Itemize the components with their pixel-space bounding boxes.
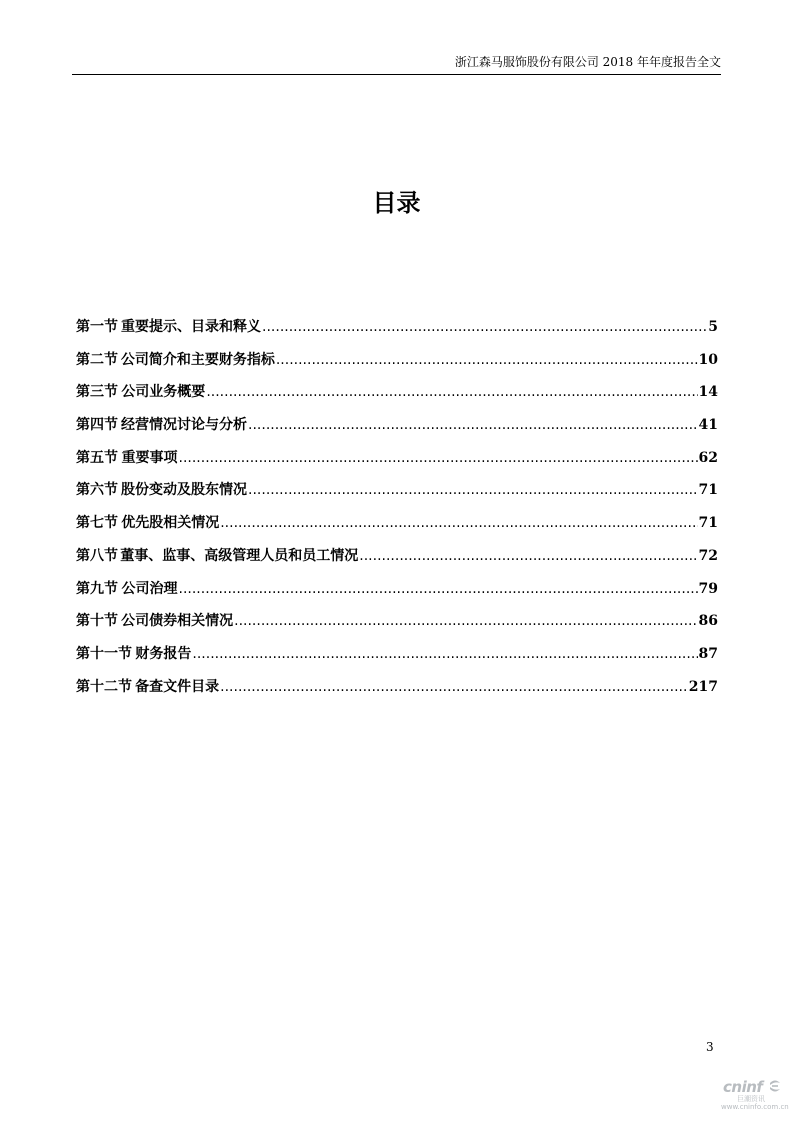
toc-entry-9[interactable] [76,578,718,611]
toc-dot-leader [262,319,707,335]
toc-section-number: 第三节 [76,384,118,401]
toc-dot-leader [206,384,697,400]
toc-dot-leader [192,646,697,662]
toc-section-name: 公司债券相关情况 [121,613,234,630]
toc-section-name: 重要提示、目录和释义 [121,319,262,335]
toc-section-number: 第二节 [76,351,118,368]
toc-page-number: 71 [698,515,718,532]
cninfo-logo-icon [767,1079,783,1093]
toc-section-number: 第五节 [76,449,118,466]
toc-entry-8[interactable] [76,545,718,578]
toc-entry-5[interactable] [76,447,718,480]
toc-dot-leader [234,613,697,629]
toc-section-name: 财务报告 [135,645,192,662]
toc-dot-leader [248,417,697,433]
toc-dot-leader [359,548,697,564]
toc-page-number: 14 [698,384,718,401]
toc-section-number: 第四节 [76,417,118,434]
toc-section-name: 公司简介和主要财务指标 [120,351,275,368]
toc-entry-11[interactable] [76,643,718,676]
toc-section-number: 第八节 [76,547,118,564]
page-number: 3 [706,1040,714,1054]
toc-page-number: 62 [698,449,718,466]
toc-page-number: 5 [708,319,718,335]
toc-page-number: 87 [698,645,718,662]
toc-dot-leader [248,482,697,498]
toc-page-number: 86 [698,613,718,630]
toc-entry-12[interactable] [76,676,718,709]
toc-section-number: 第十一节 [76,645,132,662]
toc-entry-4[interactable] [76,414,718,447]
toc-section-name: 备查文件目录 [135,678,220,695]
toc-entry-3[interactable] [76,381,718,414]
cninfo-url: www.cninfo.com.cn [721,1103,789,1111]
toc-section-name: 董事、监事、高级管理人员和员工情况 [120,547,359,564]
toc-page-number: 72 [698,547,718,564]
table-of-contents [76,316,718,708]
toc-page-number: 10 [698,351,718,368]
toc-dot-leader [179,581,698,597]
toc-section-number: 第十二节 [76,678,132,695]
toc-dot-leader [220,679,688,695]
toc-page-number: 217 [688,678,718,695]
cninfo-watermark [717,1078,789,1114]
toc-dot-leader [179,450,698,466]
toc-entry-10[interactable] [76,610,718,643]
toc-entry-7[interactable] [76,512,718,545]
toc-entry-1[interactable] [76,316,718,349]
running-header-text: 浙江森马服饰股份有限公司 2018 年年度报告全文 [454,55,721,69]
toc-title: 目录 [372,189,421,217]
toc-entry-6[interactable] [76,479,718,512]
toc-section-number: 第一节 [76,319,118,335]
toc-page-number: 71 [698,482,718,499]
toc-section-name: 经营情况讨论与分析 [121,417,248,434]
toc-section-name: 优先股相关情况 [121,515,220,532]
cninfo-brand-text: cninf [723,1078,763,1096]
toc-entry-2[interactable] [76,349,718,382]
toc-page-number: 79 [698,580,718,597]
toc-section-number: 第十节 [76,613,118,630]
toc-section-number: 第七节 [76,515,118,532]
toc-section-number: 第九节 [76,580,118,597]
toc-section-name: 股份变动及股东情况 [121,482,248,499]
running-header [72,52,721,75]
toc-page-number: 41 [698,417,718,434]
cninfo-chinese-name: 巨潮资讯 [737,1095,765,1103]
toc-section-number: 第六节 [76,482,118,499]
toc-section-name: 公司治理 [121,580,178,597]
toc-dot-leader [276,352,698,368]
toc-section-name: 公司业务概要 [121,384,206,401]
toc-dot-leader [220,515,697,531]
toc-section-name: 重要事项 [121,449,178,466]
